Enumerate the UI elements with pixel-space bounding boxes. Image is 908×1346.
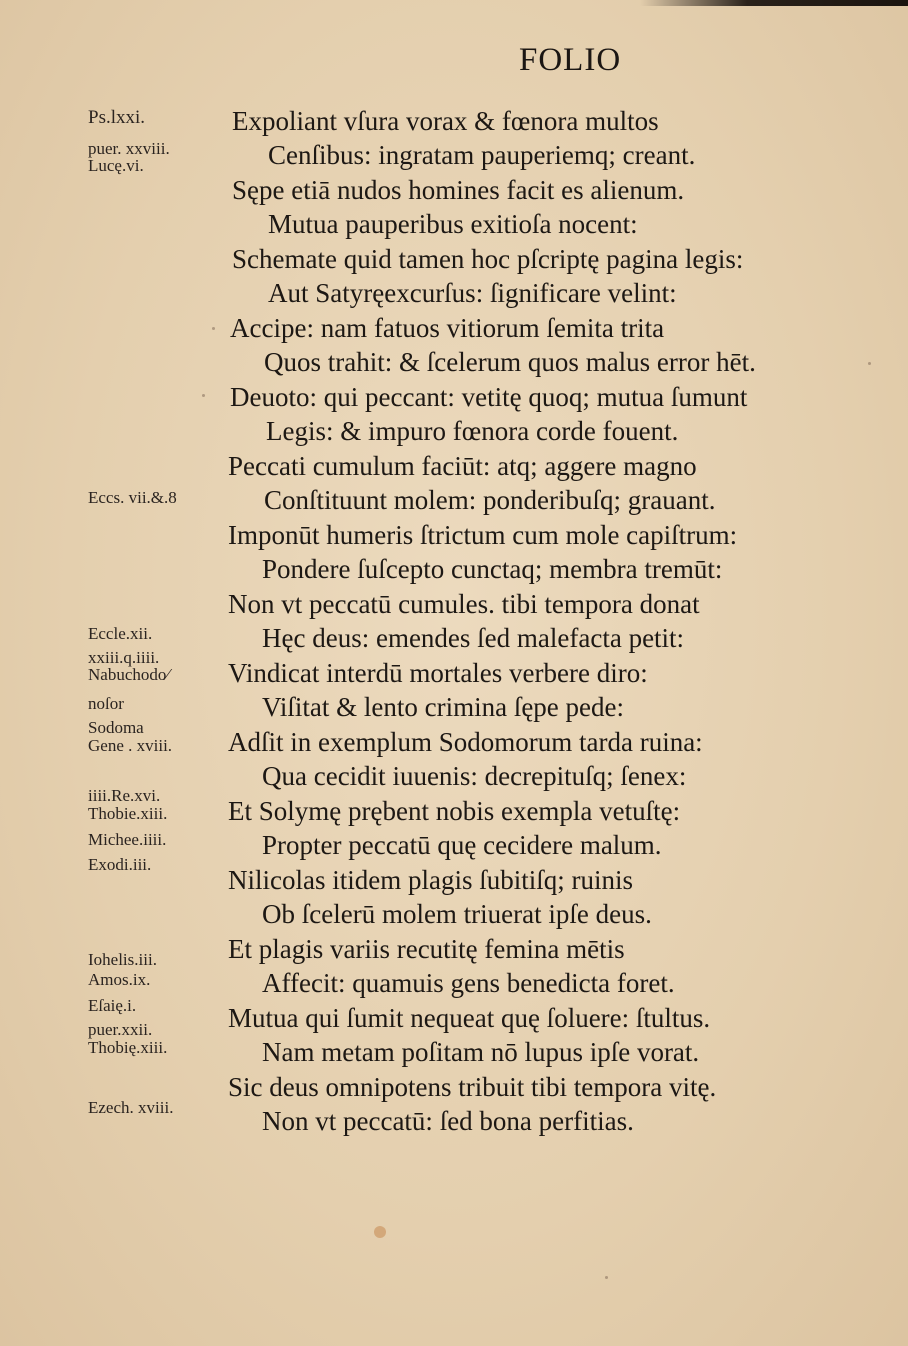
margin-note: Lucę.vi. <box>88 156 144 175</box>
paper-speck <box>868 362 871 365</box>
margin-note: Ezech. xviii. <box>88 1098 174 1117</box>
margin-note: Sodoma <box>88 718 144 737</box>
verse-line: Nam metam poſitam nō lupus ipſe vorat. <box>262 1037 700 1067</box>
verse-line: Qua cecidit iuuenis: decrepituſq; ſenex: <box>262 761 687 791</box>
verse-line: Deuoto: qui peccant: vetitę quoq; mutua ſumunt <box>230 382 748 412</box>
verse-line: Aut Satyręexcurſus: ſignificare velint: <box>268 278 677 308</box>
paper-speck <box>605 1276 608 1279</box>
verse-line: Expoliant vſura vorax & fœnora multos <box>232 106 659 136</box>
margin-note: Eccs. vii.&.8 <box>88 488 177 507</box>
margin-note: puer.xxii. <box>88 1020 153 1039</box>
verse-line: Non vt peccatū cumules. tibi tempora donat <box>228 589 700 619</box>
verse-line: Adſit in exemplum Sodomorum tarda ruina: <box>228 727 703 757</box>
margin-note: Thobie.xiii. <box>88 804 168 823</box>
verse-line: Pondere ſuſcepto cunctaq; membra tremūt: <box>262 554 723 584</box>
margin-note: Exodi.iii. <box>88 855 152 874</box>
verse-line: Sic deus omnipotens tribuit tibi tempora vitę. <box>228 1072 717 1102</box>
margin-note: Ps.lxxi. <box>88 107 146 128</box>
paper-stain <box>374 1226 386 1238</box>
verse-line: Imponūt humeris ſtrictum cum mole capiſtrum: <box>228 520 738 550</box>
margin-note: iiii.Re.xvi. <box>88 786 161 805</box>
folio-header: FOLIO <box>519 42 622 78</box>
verse-line: Schemate quid tamen hoc pſcriptę pagina legis: <box>232 244 744 274</box>
paper-speck <box>212 327 215 330</box>
verse-line: Et Solymę prębent nobis exempla vetuſtę: <box>228 796 681 826</box>
margin-note: Gene . xviii. <box>88 736 173 755</box>
verse-line: Viſitat & lento crimina ſępe pede: <box>262 692 625 722</box>
verse-line: Hęc deus: emendes ſed malefacta petit: <box>262 623 685 653</box>
margin-note: Michee.iiii. <box>88 830 167 849</box>
margin-note: Nabuchodo⁄ <box>88 665 170 684</box>
verse-line: Conſtituunt molem: ponderibuſq; grauant. <box>264 485 716 515</box>
verse-line: Legis: & impuro fœnora corde fouent. <box>266 416 679 446</box>
margin-note: Eccle.xii. <box>88 624 153 643</box>
verse-line: Mutua qui ſumit nequeat quę ſoluere: ſtultus. <box>228 1003 711 1033</box>
verse-line: Quos trahit: & ſcelerum quos malus error hēt. <box>264 347 756 377</box>
verse-line: Nilicolas itidem plagis ſubitiſq; ruinis <box>228 865 633 895</box>
verse-line: Non vt peccatū: ſed bona perfitias. <box>262 1106 634 1136</box>
margin-note: Iohelis.iii. <box>88 950 157 969</box>
verse-line: Cenſibus: ingratam pauperiemq; creant. <box>268 140 696 170</box>
verse-line: Et plagis variis recutitę femina mētis <box>228 934 625 964</box>
margin-note: noſor <box>88 694 124 713</box>
verse-line: Peccati cumulum faciūt: atq; aggere magno <box>228 451 697 481</box>
margin-note: Amos.ix. <box>88 970 151 989</box>
verse-line: Ob ſcelerū molem triuerat ipſe deus. <box>262 899 652 929</box>
margin-note: Eſaię.i. <box>88 996 137 1015</box>
page-edge-shadow <box>640 0 908 6</box>
margin-note: Thobię.xiii. <box>88 1038 168 1057</box>
verse-line: Mutua pauperibus exitioſa nocent: <box>268 209 638 239</box>
paper-speck <box>202 394 205 397</box>
margin-note: puer. xxviii. <box>88 139 170 158</box>
verse-line: Propter peccatū quę cecidere malum. <box>262 830 662 860</box>
margin-note: xxiii.q.iiii. <box>88 648 160 667</box>
verse-line: Sępe etiā nudos homines facit es alienum. <box>232 175 685 205</box>
verse-line: Vindicat interdū mortales verbere diro: <box>228 658 648 688</box>
verse-line: Accipe: nam fatuos vitiorum ſemita trita <box>230 313 665 343</box>
verse-line: Affecit: quamuis gens benedicta foret. <box>262 968 675 998</box>
